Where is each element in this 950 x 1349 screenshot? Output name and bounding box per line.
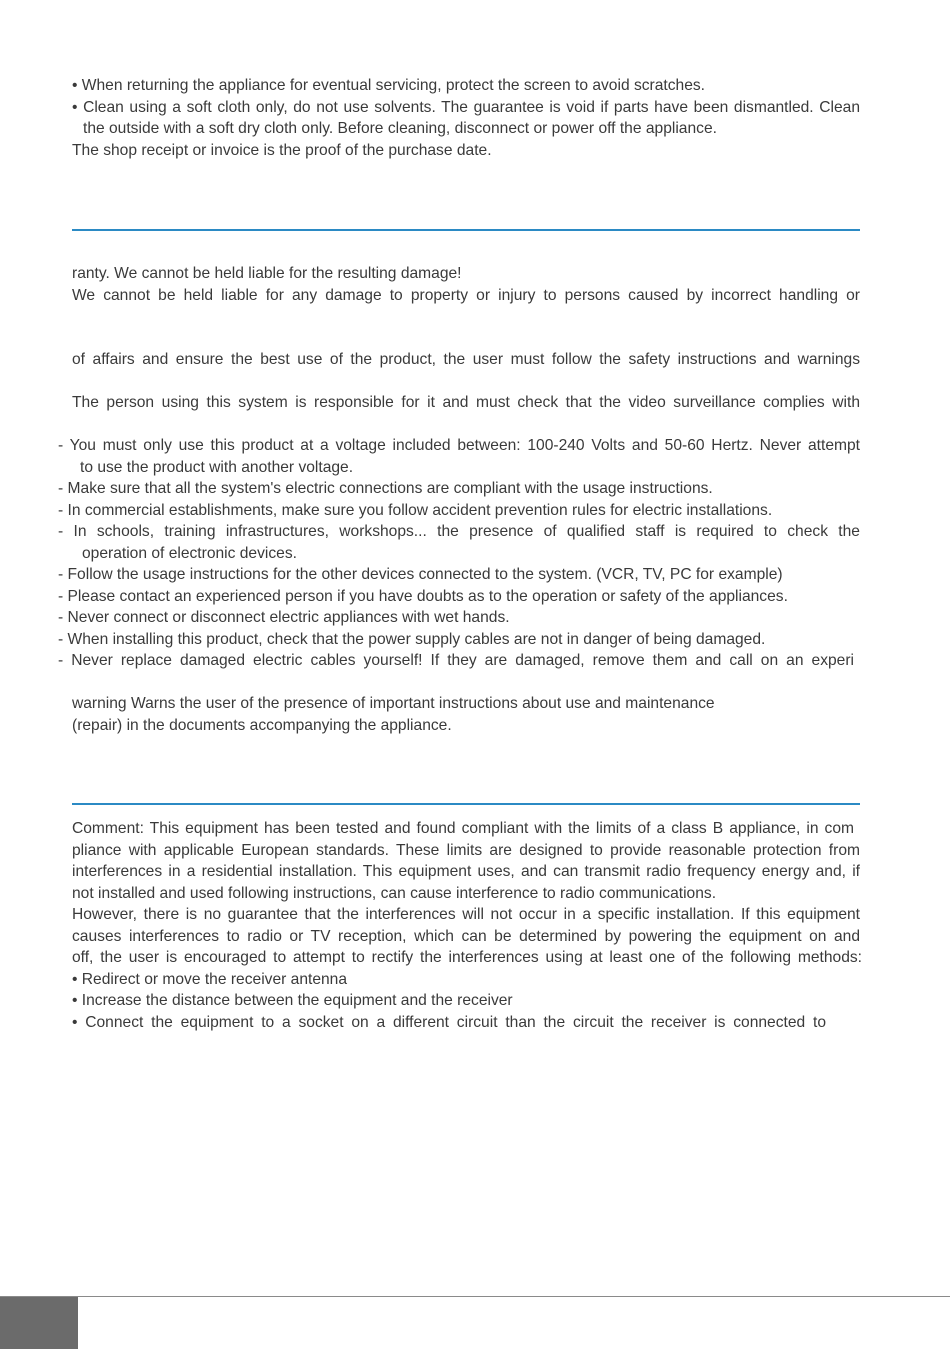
list-item: - Please contact an experienced person if you have doubts as to the operation or safety of the appliances. <box>58 587 788 605</box>
warning-text: warning Warns the user of the presence of important instructions about use and maintenance <box>72 695 715 712</box>
text-line: • Clean using a soft cloth only, do not use solvents. The guarantee is void if parts have been dismantled. Clean <box>72 98 860 116</box>
list-item: - You must only use this product at a voltage included between: 100-240 Volts and 50-60 Hertz. Never attempt <box>58 437 860 454</box>
text-line: ranty. We cannot be held liable for the resulting damage! <box>72 265 462 282</box>
list-item: operation of electronic devices. <box>82 544 297 562</box>
text-line: The shop receipt or invoice is the proof of the purchase date. <box>72 141 492 159</box>
text-line: Comment: This equipment has been tested and found compliant with the limits of a class B appliance, in com <box>72 820 854 837</box>
list-item: • Increase the distance between the equipment and the receiver <box>72 992 513 1009</box>
text-line: • When returning the appliance for eventual servicing, protect the screen to avoid scratches. <box>72 77 706 94</box>
text-line: interferences in a residential installation. This equipment uses, and can transmit radio frequency energy and, if <box>72 863 860 880</box>
text-line: of affairs and ensure the best use of the product, the user must follow the safety instructions and warnings <box>72 351 860 368</box>
text-line: causes interferences to radio or TV reception, which can be determined by powering the equipment on and <box>72 927 860 945</box>
footer-divider <box>0 1296 950 1297</box>
text-line: off, the user is encouraged to attempt to rectify the interferences using at least one of the following methods: <box>72 949 862 966</box>
list-item: - In schools, training infrastructures, workshops... the presence of qualified staff is required to check the <box>58 523 860 540</box>
list-item: - Never connect or disconnect electric appliances with wet hands. <box>58 609 510 626</box>
warning-text: (repair) in the documents accompanying the appliance. <box>72 716 452 734</box>
list-item: • Connect the equipment to a socket on a different circuit than the circuit the receiver is connected to <box>72 1013 826 1031</box>
list-item: - In commercial establishments, make sure you follow accident prevention rules for electric installations. <box>58 501 773 519</box>
list-item: to use the product with another voltage. <box>80 458 354 476</box>
section-divider <box>72 229 860 231</box>
page-number-tab <box>0 1297 78 1349</box>
text-line: pliance with applicable European standards. These limits are designed to provide reasonable protection from <box>72 841 860 859</box>
list-item: - Make sure that all the system's electric connections are compliant with the usage instructions. <box>58 480 713 497</box>
list-item: • Redirect or move the receiver antenna <box>72 970 348 988</box>
section-divider <box>72 803 860 805</box>
text-line: The person using this system is responsible for it and must check that the video surveillance complies with <box>72 394 860 411</box>
text-line: the outside with a soft dry cloth only. Before cleaning, disconnect or power off the appliance. <box>83 120 717 137</box>
text-line: We cannot be held liable for any damage to property or injury to persons caused by incorrect handling or <box>72 287 860 304</box>
list-item: - Follow the usage instructions for the other devices connected to the system. (VCR, TV, PC for example) <box>58 566 783 583</box>
list-item: - Never replace damaged electric cables yourself! If they are damaged, remove them and call on an experi <box>58 652 854 669</box>
text-line: not installed and used following instructions, can cause interference to radio communications. <box>72 884 717 902</box>
text-line: However, there is no guarantee that the interferences will not occur in a specific installation. If this equipment <box>72 906 860 923</box>
list-item: - When installing this product, check that the power supply cables are not in danger of being damaged. <box>58 630 766 648</box>
